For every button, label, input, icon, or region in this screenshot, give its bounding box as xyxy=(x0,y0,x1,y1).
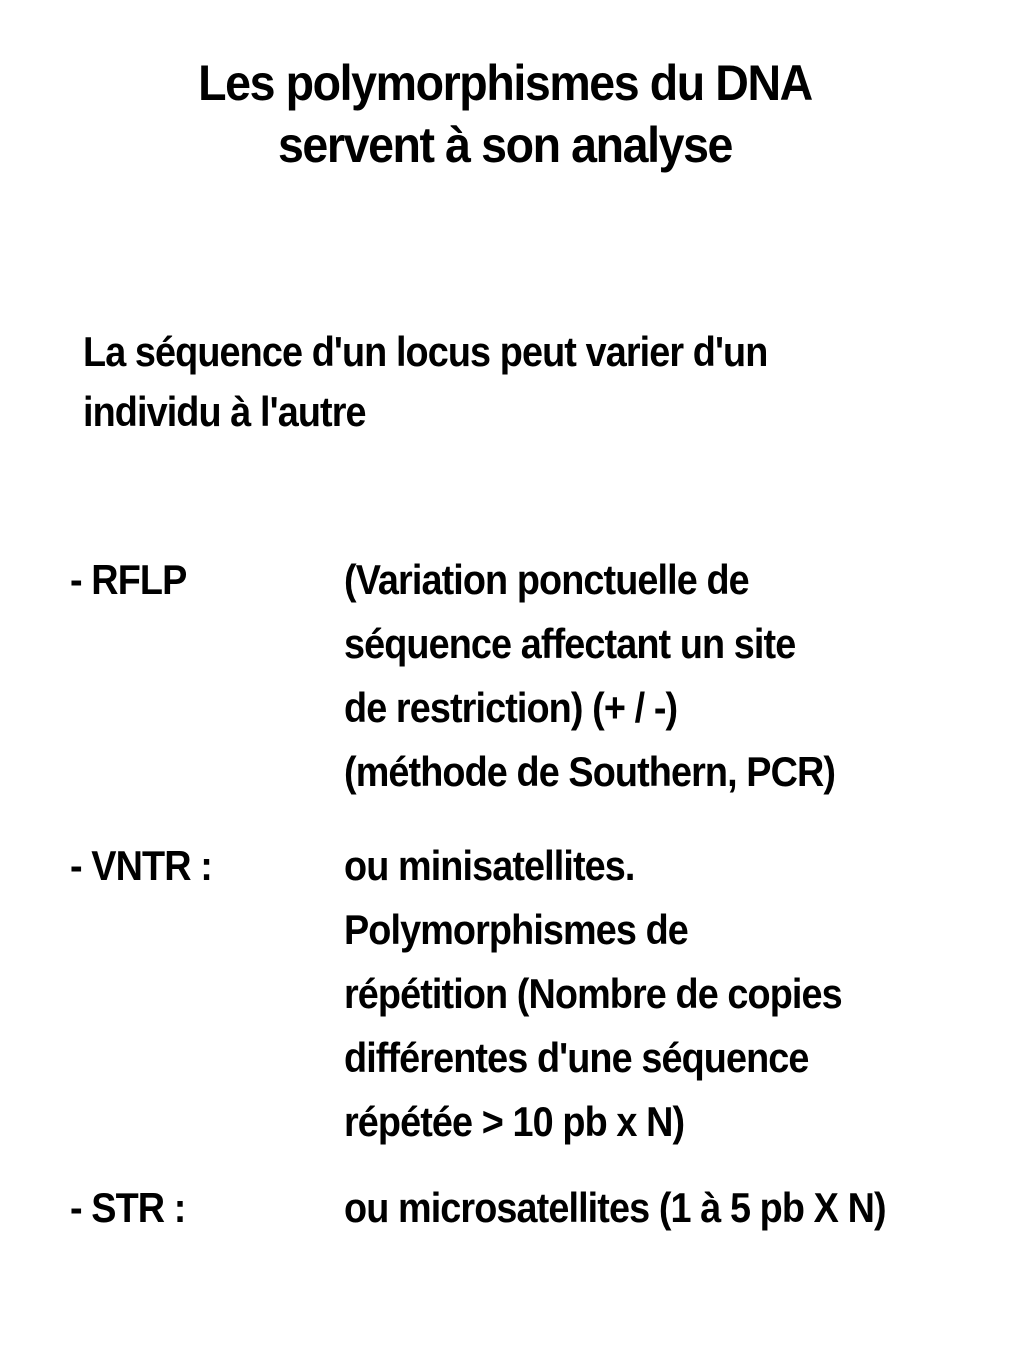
definition-line: (méthode de Southern, PCR) xyxy=(344,748,836,795)
intro-line: individu à l'autre xyxy=(83,388,366,435)
definition-line: (Variation ponctuelle de xyxy=(344,556,749,603)
term-label: - STR : xyxy=(70,1184,186,1231)
definition-line: différentes d'une séquence xyxy=(344,1034,809,1081)
title-line: Les polymorphismes du DNA xyxy=(198,55,812,111)
polymorphism-list xyxy=(70,548,1010,1240)
title-line: servent à son analyse xyxy=(277,117,733,173)
term-definition xyxy=(344,834,943,1154)
term-vntr xyxy=(70,834,1010,1154)
slide-title xyxy=(35,52,974,176)
definition-line: répétée > 10 pb x N) xyxy=(344,1098,685,1145)
term-definition xyxy=(344,1176,943,1240)
definition-line: Polymorphismes de xyxy=(344,906,688,953)
term-label: - VNTR : xyxy=(70,842,212,889)
definition-line: ou minisatellites. xyxy=(344,842,635,889)
term-definition xyxy=(344,548,943,804)
definition-line: de restriction) (+ / -) xyxy=(344,684,678,731)
definition-line: ou microsatellites (1 à 5 pb X N) xyxy=(344,1184,886,1231)
term-label: - RFLP xyxy=(70,556,187,603)
intro-line: La séquence d'un locus peut varier d'un xyxy=(83,328,768,375)
definition-line: répétition (Nombre de copies xyxy=(344,970,842,1017)
intro-text xyxy=(83,322,893,442)
term-rflp xyxy=(70,548,1010,804)
definition-line: séquence affectant un site xyxy=(344,620,796,667)
term-str xyxy=(70,1176,1010,1240)
